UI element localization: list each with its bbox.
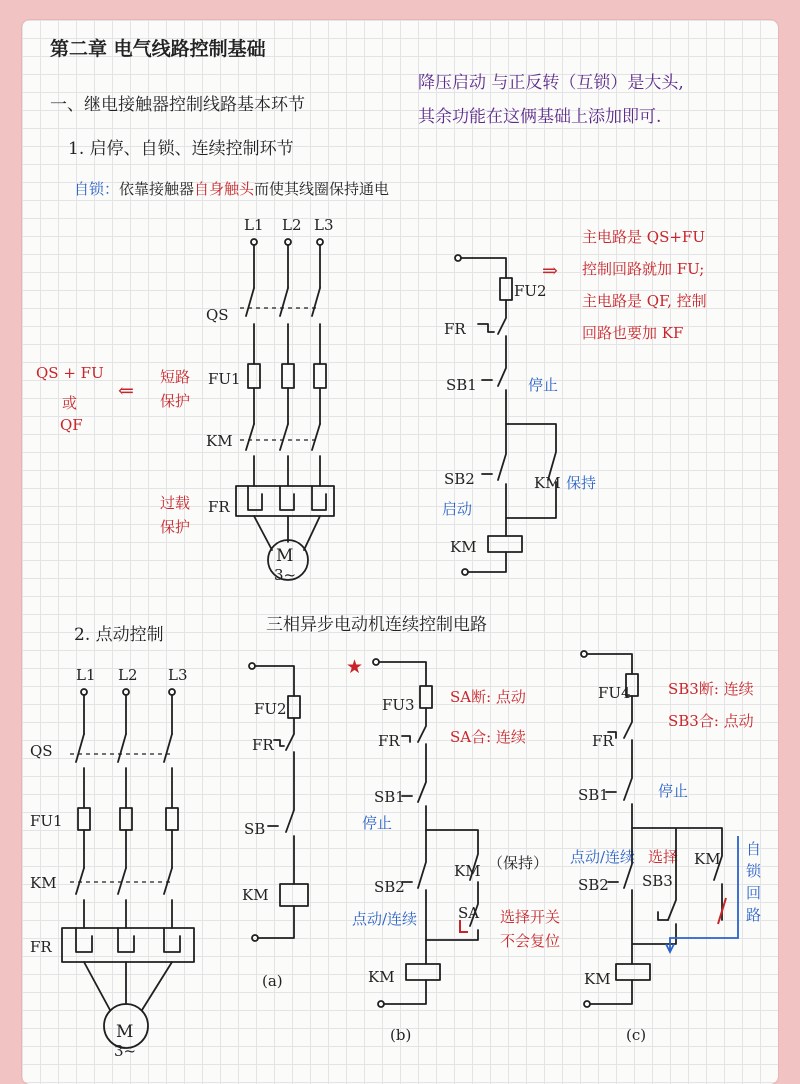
label-l2: L2: [282, 216, 302, 234]
selflock-text-b: 自身触头: [194, 180, 255, 198]
label-km-coil: KM: [450, 538, 477, 556]
note-top-line-1: 降压启动 与正反转（互锁）是大头,: [418, 73, 684, 93]
label-l3: L3: [314, 216, 334, 234]
selflock-loop-v1: 自: [746, 840, 762, 858]
note-right-line-4: 回路也要加 KF: [582, 324, 684, 342]
sb3-off-note: SB3断: 连续: [668, 680, 754, 698]
label-qs-b: QS: [30, 742, 53, 760]
jog-cont-label-c: 点动/连续: [570, 848, 636, 866]
stop-label-c: 停止: [658, 782, 689, 800]
note-top-line-2: 其余功能在这俩基础上添加即可.: [418, 107, 662, 127]
subsection-heading-2: 2. 点动控制: [74, 625, 164, 645]
label-sb-a: SB: [244, 820, 266, 838]
label-km-coil-b: KM: [368, 968, 395, 986]
control-circuit-b: [373, 659, 478, 1007]
note-right-line-1: 主电路是 QS+FU: [582, 228, 705, 246]
label-sb2-c: SB2: [578, 876, 609, 894]
short-circuit-protect: 保护: [160, 392, 191, 410]
motor-label-b: M: [116, 1022, 134, 1042]
label-fr: FR: [208, 498, 230, 516]
notebook-page: [22, 20, 778, 1084]
left-note-qf: QF: [60, 416, 83, 434]
left-note-formula: QS + FU: [36, 364, 104, 382]
label-sb2: SB2: [444, 470, 475, 488]
caption-c: (c): [626, 1026, 647, 1044]
selflock-loop-v4: 路: [746, 906, 762, 924]
label-km-b: KM: [30, 874, 57, 892]
stop-label: 停止: [528, 376, 559, 394]
label-fr-b2: FR: [378, 732, 400, 750]
label-km-contact-b: KM: [454, 862, 481, 880]
selflock-label: 自锁：: [74, 180, 120, 198]
label-fr-b: FR: [30, 938, 52, 956]
overload-protect: 保护: [160, 518, 191, 536]
label-sb3: SB3: [642, 872, 673, 890]
main-circuit-2: [62, 689, 194, 1048]
left-note-arrow: ⇐: [118, 380, 134, 402]
sb3-on-note: SB3合: 点动: [668, 712, 754, 730]
sa-on-note: SA合: 连续: [450, 728, 526, 746]
label-km-coil-c: KM: [584, 970, 611, 988]
note-right-line-2: 控制回路就加 FU;: [582, 260, 705, 278]
label-l3-b: L3: [168, 666, 188, 684]
label-km-contact: KM: [534, 474, 561, 492]
selflock-text-c: 而使其线圈保持通电: [254, 180, 390, 198]
label-sb1-c: SB1: [578, 786, 609, 804]
label-km: KM: [206, 432, 233, 450]
label-fu3: FU3: [382, 696, 415, 714]
left-note-or: 或: [62, 394, 78, 412]
label-fu1: FU1: [208, 370, 241, 388]
label-fu1-b: FU1: [30, 812, 63, 830]
circuit-diagrams: [22, 20, 778, 1084]
label-qs: QS: [206, 306, 229, 324]
label-km-a: KM: [242, 886, 269, 904]
caption-a: (a): [262, 972, 283, 990]
switch-note-a: 选择开关: [500, 908, 561, 926]
arrow-right: ⇒: [542, 260, 558, 282]
hold-label: 保持: [566, 474, 597, 492]
switch-note-b: 不会复位: [500, 932, 561, 950]
sa-off-note: SA断: 点动: [450, 688, 526, 706]
label-fr-c: FR: [592, 732, 614, 750]
caption-b: (b): [390, 1026, 412, 1044]
subsection-heading-1: 1. 启停、自锁、连续控制环节: [68, 139, 294, 159]
motor-label: M: [276, 546, 294, 566]
label-l2-b: L2: [118, 666, 138, 684]
motor-sub: 3~: [274, 566, 297, 584]
label-fu2: FU2: [514, 282, 547, 300]
overload-label: 过载: [160, 494, 191, 512]
control-circuit-c: [581, 651, 738, 1007]
note-right-line-3: 主电路是 QF, 控制: [582, 292, 707, 310]
label-fr-ctl: FR: [444, 320, 466, 338]
star-mark: ★: [346, 656, 364, 678]
label-fu4: FU4: [598, 684, 631, 702]
label-sa: SA: [458, 904, 480, 922]
selflock-text-a: 依靠接触器: [119, 180, 195, 198]
select-label-c: 选择: [648, 848, 679, 866]
start-label: 启动: [442, 500, 473, 518]
motor-sub-b: 3~: [114, 1042, 137, 1060]
control-circuit-a: [249, 663, 308, 941]
selflock-loop-v3: 回: [746, 884, 762, 902]
jog-cont-label-b: 点动/连续: [352, 910, 418, 928]
label-km-contact-c: KM: [694, 850, 721, 868]
label-fr-a: FR: [252, 736, 274, 754]
label-sb1-b: SB1: [374, 788, 405, 806]
stop-label-b: 停止: [362, 814, 393, 832]
main-circuit-1: [236, 239, 334, 580]
page-title: 第二章 电气线路控制基础: [50, 38, 266, 60]
short-circuit-label: 短路: [160, 368, 191, 386]
label-l1: L1: [244, 216, 264, 234]
section-heading: 一、继电接触器控制线路基本环节: [50, 95, 305, 115]
label-l1-b: L1: [76, 666, 96, 684]
control-circuit-1: [455, 255, 559, 575]
selflock-loop-v2: 锁: [746, 862, 762, 880]
circuit-title: 三相异步电动机连续控制电路: [266, 615, 487, 635]
hold-label-b: （保持）: [488, 854, 549, 872]
label-sb2-b: SB2: [374, 878, 405, 896]
label-fu2-a: FU2: [254, 700, 287, 718]
label-sb1: SB1: [446, 376, 477, 394]
